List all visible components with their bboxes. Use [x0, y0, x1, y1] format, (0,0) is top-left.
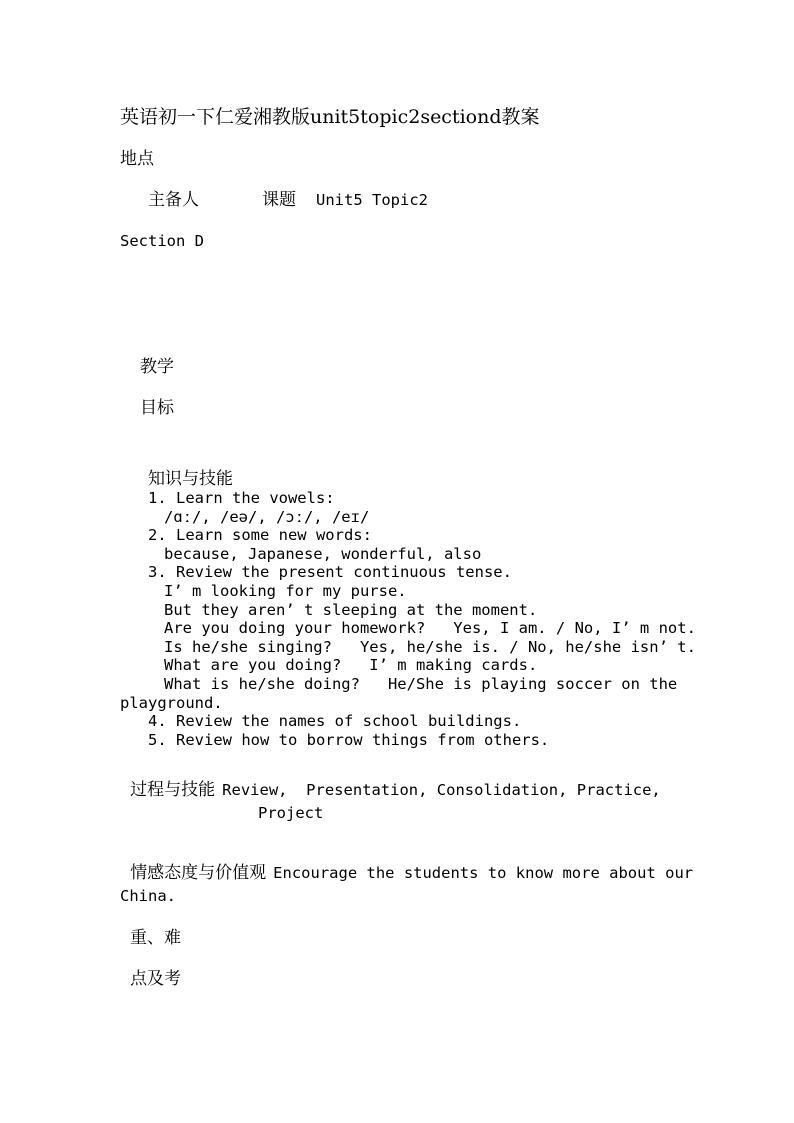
knowledge-line: because, Japanese, wonderful, also [164, 544, 482, 563]
knowledge-line: 1. Learn the vowels: [148, 489, 335, 507]
knowledge-line: Is he/she singing? Yes, he/she is. / No, he/she isn’ t. [164, 637, 696, 656]
attitude-value-continued: China. [120, 887, 176, 905]
knowledge-heading: 知识与技能 [148, 469, 233, 489]
preparer-label: 主备人 [148, 190, 199, 210]
location-label: 地点 [120, 149, 154, 169]
knowledge-line: playground. [120, 693, 223, 712]
knowledge-line: What are you doing? I’ m making cards. [164, 656, 538, 675]
goal-label: 目标 [140, 398, 174, 418]
knowledge-line: 3. Review the present continuous tense. [148, 563, 512, 582]
knowledge-line: But they aren’ t sleeping at the moment. [164, 600, 538, 619]
knowledge-line: What is he/she doing? He/She is playing soccer on the [164, 674, 678, 693]
knowledge-lines [120, 489, 720, 749]
knowledge-line: Are you doing your homework? Yes, I am. / No, I’ m not. [164, 619, 696, 638]
topic-label: 课题 [262, 190, 296, 210]
topic-value: Unit5 Topic2 [316, 191, 428, 209]
knowledge-line: 2. Learn some new words: [148, 526, 372, 545]
section-value: Section D [120, 232, 204, 250]
key-label-line1: 重、难 [130, 928, 181, 948]
knowledge-line: I’ m looking for my purse. [164, 581, 407, 600]
knowledge-line: 4. Review the names of school buildings. [148, 712, 522, 731]
knowledge-line: 5. Review how to borrow things from others. [148, 730, 550, 749]
key-label-line2: 点及考 [130, 969, 181, 989]
teaching-label: 教学 [140, 357, 174, 377]
process-label: 过程与技能 [130, 779, 216, 800]
attitude-value: Encourage the students to know more about our [273, 863, 694, 882]
process-value: Review, Presentation, Consolidation, Practice, [222, 780, 661, 799]
document-title: 英语初一下仁爱湘教版unit5topic2sectiond教案 [120, 106, 540, 128]
process-row [120, 763, 661, 799]
knowledge-line: /ɑː/, /eə/, /ɔː/, /eɪ/ [164, 507, 370, 526]
attitude-row [120, 846, 693, 882]
process-value-continued: Project [258, 804, 324, 822]
attitude-label: 情感态度与价值观 [130, 862, 267, 883]
